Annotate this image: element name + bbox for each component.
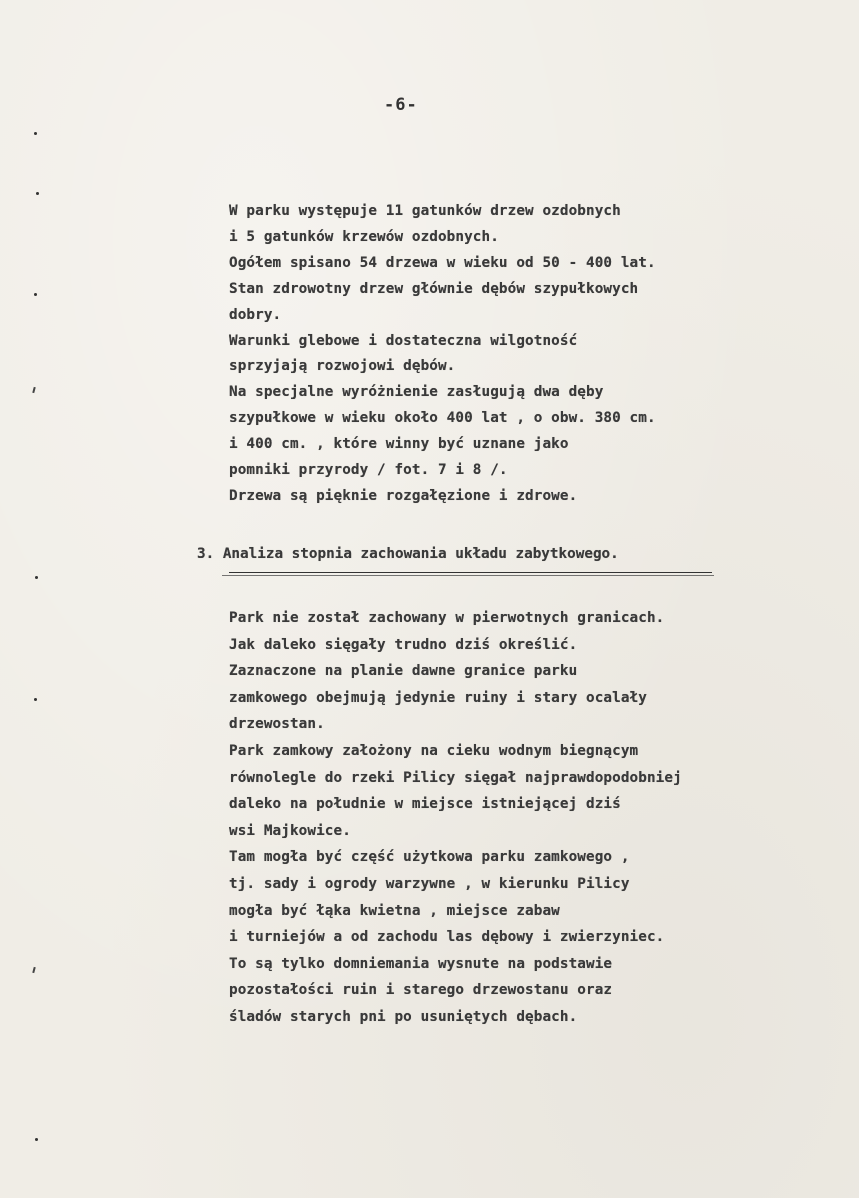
section-heading: 3. Analiza stopnia zachowania układu zabytkowego. — [197, 546, 619, 562]
text-line: równolegle do rzeki Pilicy sięgał najprawdopodobniej — [229, 769, 682, 786]
text-line: Jak daleko sięgały trudno dziś określić. — [229, 636, 578, 653]
text-line: Park zamkowy założony na cieku wodnym biegnącym — [229, 742, 639, 759]
margin-speck — [35, 1138, 38, 1141]
text-line: i turniejów a od zachodu las dębowy i zwierzyniec. — [229, 929, 665, 946]
margin-speck — [36, 192, 39, 195]
margin-speck — [34, 698, 37, 701]
text-line: dobry. — [229, 306, 282, 323]
text-line: Tam mogła być część użytkowa parku zamkowego , — [229, 849, 630, 866]
text-line: wsi Majkowice. — [229, 822, 351, 839]
text-line: Park nie został zachowany w pierwotnych granicach. — [229, 610, 665, 626]
margin-speck — [34, 132, 37, 135]
margin-speck — [32, 967, 35, 973]
text-line: sprzyjają rozwojowi dębów. — [229, 358, 456, 375]
text-line: Warunki glebowe i dostateczna wilgotność — [229, 332, 578, 349]
text-line: To są tylko domniemania wysnute na podstawie — [229, 955, 613, 972]
text-line: i 400 cm. , które winny być uznane jako — [229, 436, 569, 453]
margin-speck — [34, 293, 37, 296]
text-line: daleko na południe w miejsce istniejącej dziś — [229, 796, 621, 813]
analysis-paragraph — [229, 605, 789, 1031]
text-line: zamkowego obejmują jedynie ruiny i stary ocalały — [229, 689, 647, 706]
text-line: pozostałości ruin i starego drzewostanu oraz — [229, 982, 613, 999]
heading-underline-secondary — [222, 575, 714, 576]
text-line: szypułkowe w wieku około 400 lat , o obw. 380 cm. — [229, 410, 656, 427]
text-line: Drzewa są pięknie rozgałęzione i zdrowe. — [229, 487, 578, 504]
trees-paragraph — [229, 199, 789, 510]
text-line: Na specjalne wyróżnienie zasługują dwa dęby — [229, 384, 604, 401]
text-line: pomniki przyrody / fot. 7 i 8 /. — [229, 462, 508, 479]
heading-underline — [229, 572, 712, 573]
text-line: W parku występuje 11 gatunków drzew ozdobnych — [229, 203, 621, 219]
text-line: mogła być łąka kwietna , miejsce zabaw — [229, 902, 560, 919]
text-line: Zaznaczone na planie dawne granice parku — [229, 663, 578, 680]
text-line: drzewostan. — [229, 716, 325, 733]
text-line: tj. sady i ogrody warzywne , w kierunku Pilicy — [229, 875, 630, 892]
text-line: Ogółem spisano 54 drzewa w wieku od 50 - 400 lat. — [229, 254, 656, 271]
text-line: Stan zdrowotny drzew głównie dębów szypułkowych — [229, 280, 639, 297]
text-line: śladów starych pni po usuniętych dębach. — [229, 1008, 578, 1025]
text-line: i 5 gatunków krzewów ozdobnych. — [229, 228, 499, 245]
margin-speck — [35, 576, 38, 579]
margin-speck — [32, 387, 35, 393]
page-number: -6- — [384, 95, 418, 115]
